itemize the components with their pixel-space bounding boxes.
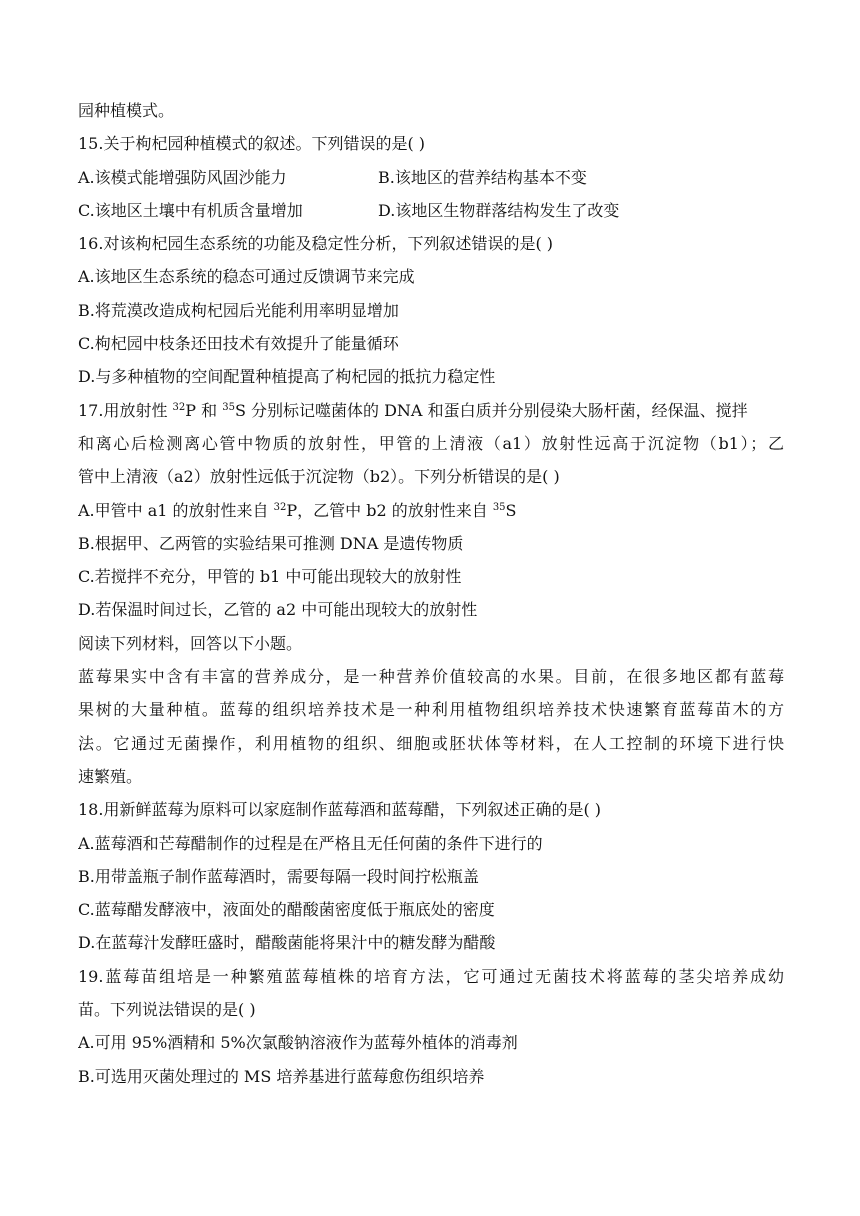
question-17-option-b: B.根据甲、乙两管的实验结果可推测 DNA 是遗传物质 <box>78 533 464 553</box>
question-17-option-c: C.若搅拌不充分，甲管的 b1 中可能出现较大的放射性 <box>78 567 462 587</box>
option-text-part: A.甲管中 a1 的放射性来自 <box>78 500 274 520</box>
question-19-option-a: A.可用 95%酒精和 5%次氯酸钠溶液作为蓝莓外植体的消毒剂 <box>78 1033 518 1053</box>
question-16-option-d: D.与多种植物的空间配置种植提高了枸杞园的抵抗力稳定性 <box>78 367 496 387</box>
question-15-option-b: B.该地区的营养结构基本不变 <box>378 167 587 187</box>
question-15-stem: 15.关于枸杞园种植模式的叙述。下列错误的是( ) <box>78 134 426 154</box>
question-15-options-row-2 <box>78 194 784 227</box>
question-18-option-c: C.蓝莓醋发酵液中，液面处的醋酸菌密度低于瓶底处的密度 <box>78 900 495 920</box>
question-19-stem-line-2: 苗。下列说法错误的是( ) <box>78 1000 256 1020</box>
question-19-option-b: B.可选用灭菌处理过的 MS 培养基进行蓝莓愈伤组织培养 <box>78 1066 485 1086</box>
isotope-mass-number: 32 <box>273 501 287 513</box>
question-16-option-a: A.该地区生态系统的稳态可通过反馈调节来完成 <box>78 267 415 287</box>
question-18-option-d: D.在蓝莓汁发酵旺盛时，醋酸菌能将果汁中的糖发酵为醋酸 <box>78 933 496 953</box>
question-18-option-b: B.用带盖瓶子制作蓝莓酒时，需要每隔一段时间拧松瓶盖 <box>78 866 479 886</box>
question-17-option-a <box>78 494 784 527</box>
material-line-4: 速繁殖。 <box>78 766 143 786</box>
material-line-1: 蓝莓果实中含有丰富的营养成分，是一种营养价值较高的水果。目前，在很多地区都有蓝莓 <box>78 667 784 687</box>
question-17-text-part: P 和 <box>185 400 223 420</box>
isotope-mass-number: 32 <box>172 401 186 413</box>
question-15-option-a: A.该模式能增强防风固沙能力 <box>78 167 287 187</box>
question-17-option-d: D.若保温时间过长，乙管的 a2 中可能出现较大的放射性 <box>78 600 478 620</box>
question-19-stem-line-1: 19.蓝莓苗组培是一种繁殖蓝莓植株的培育方法，它可通过无菌技术将蓝莓的茎尖培养成幼 <box>78 966 784 986</box>
question-18-stem: 18.用新鲜蓝莓为原料可以家庭制作蓝莓酒和蓝莓醋，下列叙述正确的是( ) <box>78 800 602 820</box>
question-17-text-part: 17.用放射性 <box>78 400 173 420</box>
question-17-stem-line-1 <box>78 394 784 427</box>
isotope-mass-number: 35 <box>492 501 506 513</box>
material-line-2: 果树的大量种植。蓝莓的组织培养技术是一种利用植物组织培养技术快速繁育蓝莓苗木的方 <box>78 700 784 720</box>
question-17-text-part: S 分别标记噬菌体的 DNA 和蛋白质并分别侵染大肠杆菌，经保温、搅拌 <box>234 400 748 420</box>
question-17-stem-line-2: 和离心后检测离心管中物质的放射性，甲管的上清液（a1）放射性远高于沉淀物（b1）；乙 <box>78 433 784 453</box>
question-15-option-d: D.该地区生物群落结构发生了改变 <box>378 200 620 220</box>
question-15-option-c: C.该地区土壤中有机质含量增加 <box>78 200 303 220</box>
document-page <box>78 94 784 1093</box>
isotope-mass-number: 35 <box>222 401 235 413</box>
question-16-option-c: C.枸杞园中枝条还田技术有效提升了能量循环 <box>78 334 399 354</box>
question-18-option-a: A.蓝莓酒和芒莓醋制作的过程是在严格且无任何菌的条件下进行的 <box>78 833 543 853</box>
intro-tail-line: 园种植模式。 <box>78 101 175 120</box>
material-line-3: 法。它通过无菌操作，利用植物的组织、细胞或胚状体等材料，在人工控制的环境下进行快 <box>78 733 784 753</box>
question-16-stem: 16.对该枸杞园生态系统的功能及稳定性分析，下列叙述错误的是( ) <box>78 234 554 254</box>
question-15-options-row-1 <box>78 161 784 194</box>
reading-instruction: 阅读下列材料，回答以下小题。 <box>78 633 303 653</box>
option-text-part: S <box>505 500 517 520</box>
question-17-stem-line-3: 管中上清液（a2）放射性远低于沉淀物（b2）。下列分析错误的是( ) <box>78 467 560 487</box>
option-text-part: P，乙管中 b2 的放射性来自 <box>286 500 493 520</box>
question-16-option-b: B.将荒漠改造成枸杞园后光能利用率明显增加 <box>78 300 399 320</box>
